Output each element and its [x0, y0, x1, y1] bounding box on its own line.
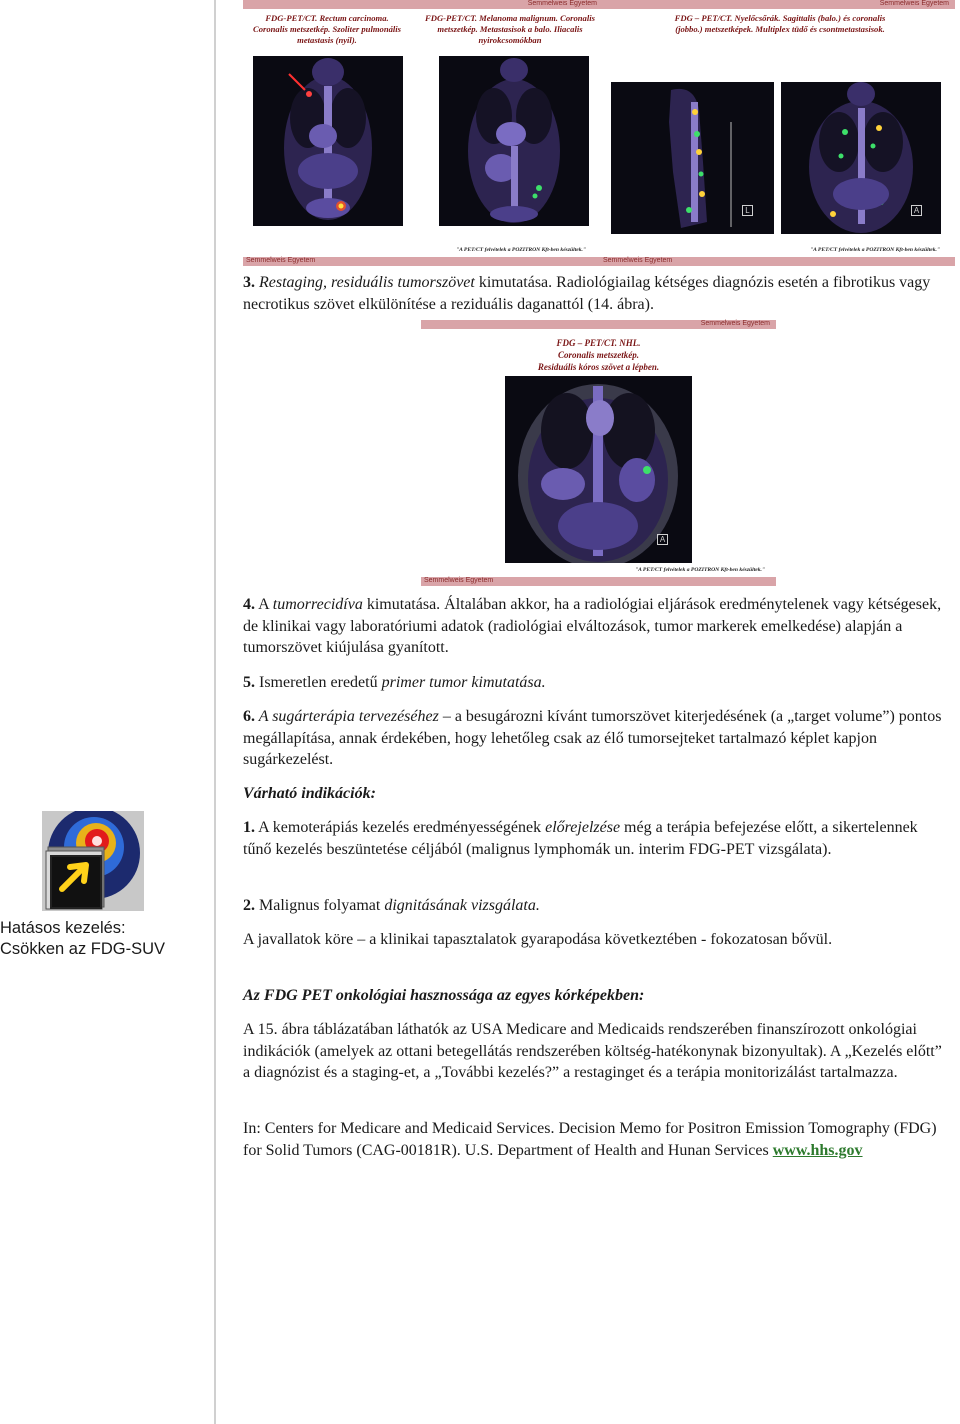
item-text: A [255, 596, 273, 613]
panel-header-label: Semmelweis Egyetem [700, 320, 770, 327]
figure-caption-melanoma: FDG-PET/CT. Melanoma malignum. Coronalis metszetkép. Metastasisok a balo. Iliacalis nyirokcsomókban [425, 13, 595, 45]
item-text: A 15. ábra táblázatában láthatók az USA Medicare and Medicaids rendszerében finanszírozott onkológiai indikációk (amelyek az ottani betegellátás rendszerében költség-hatékonynak bizonyultak). A „Kezelés előtt” a diagnózist és a staging-et, a „További kezelés?” a restaginget és a terápia monitorizálást tartalmazza. [243, 1021, 942, 1081]
item-emphasis: A sugárterápia tervezéséhez [255, 708, 439, 725]
item-emphasis: dignitásának vizsgálata. [384, 897, 540, 914]
heading-hasznossag [243, 985, 943, 1007]
pet-ct-scan-rectum [253, 56, 403, 226]
panel-header-label: Semmelweis Egyetem [879, 0, 949, 7]
item-number: 5. [243, 674, 255, 691]
orientation-marker-l: L [742, 205, 753, 216]
figure-panel-3 [421, 320, 776, 588]
figure-panel-2 [600, 0, 955, 268]
paragraph-primer-tumor [243, 672, 943, 694]
item-text: Ismeretlen eredetű [255, 674, 382, 691]
figure-credit: "A PET/CT felvételek a POZITRON Kft-ben készültek." [635, 567, 766, 573]
orientation-marker-a: A [911, 205, 922, 216]
paragraph-indikacio-2 [243, 895, 943, 917]
figure-credit: "A PET/CT felvételek a POZITRON Kft-ben készültek." [456, 247, 587, 253]
panel-footer-label: Semmelweis Egyetem [603, 257, 673, 264]
item-text: In: Centers for Medicare and Medicaid Services. Decision Memo for Positron Emission Tomography (FDG) for Solid Tumors (CAG-00181R). U.S. Department of Health and Hunan Services [243, 1120, 937, 1159]
side-caption [0, 918, 200, 960]
pet-ct-scan-coronal [781, 82, 941, 234]
therapy-response-icon [42, 811, 144, 911]
figure-caption-esophagus: FDG – PET/CT. Nyelőcsőrák. Sagittalis (balo.) és coronalis (jobbo.) metszetképek. Multiplex tüdő és csontmetastasisok. [674, 13, 886, 34]
item-number: 6. [243, 708, 255, 725]
paragraph-javallat [243, 929, 943, 951]
item-text: A javallatok köre – a klinikai tapasztalatok gyarapodása következtében - fokozatosan bővül. [243, 931, 833, 948]
side-caption-line: Hatásos kezelés: [0, 919, 126, 937]
paragraph-reference [243, 1118, 943, 1161]
paragraph-restaging [243, 272, 943, 315]
orientation-marker-a: A [657, 534, 668, 545]
item-emphasis: primer tumor kimutatása. [381, 674, 546, 691]
item-emphasis: előrejelzése [545, 819, 621, 836]
item-number: 3. [243, 274, 255, 291]
figure-caption-nhl [511, 337, 686, 373]
item-text: A kemoterápiás kezelés eredményességének [255, 819, 546, 836]
heading-text: Várható indikációk: [243, 785, 376, 802]
page-divider-line [214, 0, 216, 1424]
caption-line: Coronalis metszetkép. [557, 350, 639, 360]
pet-ct-scan-melanoma [439, 56, 589, 226]
figure-credit: "A PET/CT felvételek a POZITRON Kft-ben készültek." [810, 247, 941, 253]
figure-caption-rectum: FDG-PET/CT. Rectum carcinoma. Coronalis metszetkép. Szoliter pulmonális metastasis (nyíl). [252, 13, 402, 45]
item-text: még a terápia befejezése előtt, a sikertelennek tűnő kezelés beszüntetése céljából (malignus lymphomák un. interim FDG-PET vizsgálata). [243, 819, 918, 858]
item-text: kimutatása. Radiológiailag kétséges diagnózis esetén a fibrotikus vagy necrotikus szövet elkülönítése a reziduális daganattól (14. ábra). [243, 274, 931, 313]
heading-indikaciok [243, 783, 943, 805]
pet-ct-scan-nhl [505, 376, 692, 563]
paragraph-indikacio-1 [243, 817, 943, 860]
paragraph-sugarterapia [243, 706, 943, 771]
item-emphasis: Restaging, residuális tumorszövet [259, 274, 475, 291]
item-text: – a besugározni kívánt tumorszövet kiterjedésének (a „target volume”) pontos megállapítása, annak érdekében, hogy lehetőleg csak az élő tumorsejteket tartalmazó képlet kapjon sugárkezelést. [243, 708, 942, 768]
caption-line: Residuális kóros szövet a lépben. [537, 362, 660, 372]
caption-line: FDG – PET/CT. NHL. [556, 338, 641, 348]
figure-panel-1 [243, 0, 603, 268]
item-emphasis: tumorrecidíva [272, 596, 363, 613]
pet-ct-scan-sagittal [611, 82, 774, 234]
item-number: 2. [243, 897, 255, 914]
paragraph-recidiva [243, 594, 943, 659]
panel-header-label: Semmelweis Egyetem [527, 0, 597, 7]
panel-footer-label: Semmelweis Egyetem [424, 577, 494, 584]
side-caption-line: Csökken az FDG-SUV [0, 940, 166, 958]
hhs-link[interactable]: www.hhs.gov [772, 1141, 863, 1159]
item-text: kimutatása. Általában akkor, ha a radiológiai eljárások eredménytelenek vagy kétségesek, de klinikai vagy laboratóriumi adatok (radiológiai elváltozások, tumor markerek emelkedése) alapján a tumorszövet kiújulása gyanított. [243, 596, 942, 656]
item-number: 1. [243, 819, 255, 836]
panel-footer-label: Semmelweis Egyetem [246, 257, 316, 264]
heading-text: Az FDG PET onkológiai hasznossága az egyes kórképekben: [243, 987, 645, 1004]
paragraph-tabla [243, 1019, 943, 1084]
item-text: Malignus folyamat [255, 897, 385, 914]
item-number: 4. [243, 596, 255, 613]
